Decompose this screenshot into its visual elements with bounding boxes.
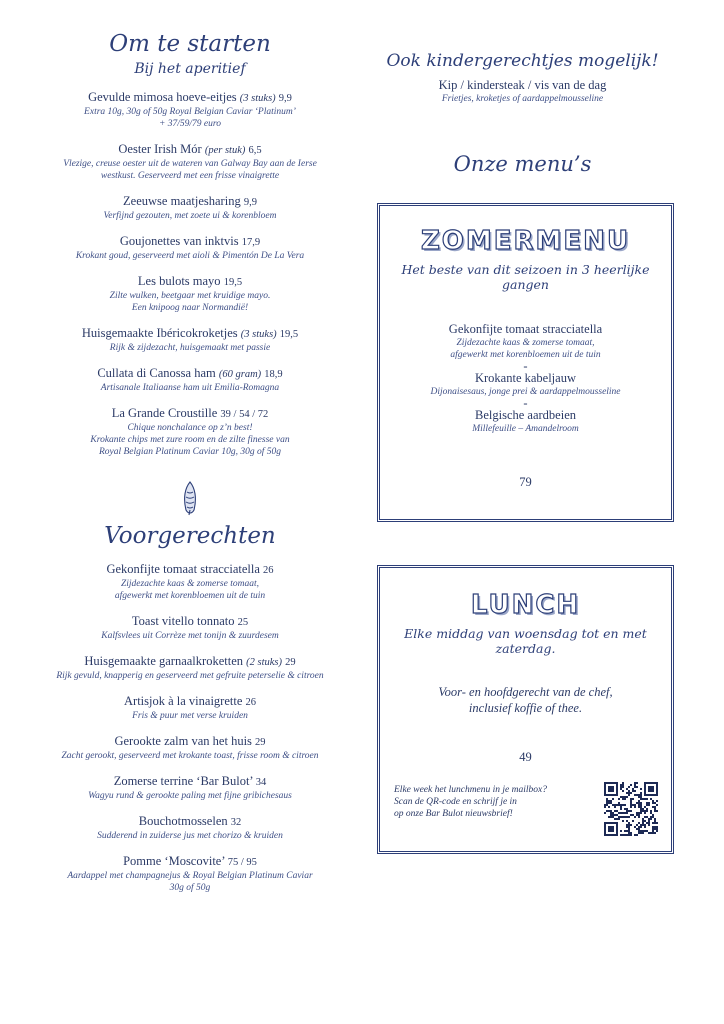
menu-item-desc: Sudderend in zuiderse jus met chorizo & kruiden bbox=[97, 831, 283, 841]
seashell-icon bbox=[178, 480, 202, 516]
menu-item-name: Goujonettes van inktvis bbox=[119, 234, 239, 248]
newsletter-line: Elke week het lunchmenu in je mailbox? bbox=[394, 785, 548, 795]
left-column bbox=[20, 30, 360, 894]
lunch-desc-line: inclusief koffie of thee. bbox=[468, 701, 583, 715]
menu-item bbox=[20, 614, 360, 642]
menu-item bbox=[20, 142, 360, 182]
newsletter-line: Scan de QR-code en schrijf je in bbox=[394, 797, 517, 807]
menu-item bbox=[20, 406, 360, 458]
menu-item-name: Pomme ‘Moscovite’ bbox=[123, 854, 225, 868]
menu-item bbox=[20, 694, 360, 722]
menu-item-name: Huisgemaakte garnaalkroketten bbox=[84, 654, 243, 668]
course-desc: Dijonaisesaus, jonge prei & aardappelmousseline bbox=[430, 387, 621, 397]
menu-item-desc: Zilte wulken, beetgaar met kruidige mayo. bbox=[109, 291, 271, 301]
course-name: Belgische aardbeien bbox=[475, 408, 576, 422]
menu-item-price: 39 / 54 / 72 bbox=[220, 409, 269, 420]
menu-item-name: Bouchotmosselen bbox=[138, 814, 228, 828]
menu-item-name: Gerookte zalm van het huis bbox=[114, 734, 252, 748]
menu-item-title bbox=[20, 562, 360, 578]
lunch-desc-line: Voor- en hoofdgerecht van de chef, bbox=[438, 685, 613, 699]
menu-item-title bbox=[20, 734, 360, 750]
menu-item-desc: Krokante chips met zure room en de zilte finesse van bbox=[90, 435, 290, 445]
menu-item-title bbox=[20, 234, 360, 250]
menu-item-name: Huisgemaakte Ibéricokroketjes bbox=[81, 326, 238, 340]
menu-item-name: Oester Irish Mór bbox=[118, 142, 202, 156]
menu-item-desc: Kalfsvlees uit Corrèze met tonijn & zuurdesem bbox=[101, 631, 279, 641]
menu-item bbox=[20, 814, 360, 842]
menu-item-name: Les bulots mayo bbox=[137, 274, 221, 288]
menu-item-name: Zomerse terrine ‘Bar Bulot’ bbox=[113, 774, 253, 788]
menu-item-desc: afgewerkt met korenbloemen uit de tuin bbox=[114, 591, 266, 601]
menu-item-desc: Verfijnd gezouten, met zoete ui & korenbloem bbox=[103, 211, 277, 221]
lunch-tagline: Elke middag van woensdag tot en met zaterdag. bbox=[404, 626, 647, 656]
summer-courses bbox=[380, 322, 671, 435]
menu-item-desc: Rijk & zijdezacht, huisgemaakt met passie bbox=[109, 343, 271, 353]
menu-item bbox=[20, 366, 360, 394]
course-separator: - bbox=[523, 359, 528, 373]
summer-menu-box bbox=[377, 203, 674, 522]
summer-menu-title: ZOMERMENU bbox=[420, 226, 631, 256]
menu-item-desc: Zacht gerookt, geserveerd met krokante toast, frisse room & citroen bbox=[61, 751, 319, 761]
menu-item-name: La Grande Croustille bbox=[111, 406, 218, 420]
menu-item-desc: Royal Belgian Platinum Caviar 10g, 30g of 50g bbox=[98, 447, 282, 457]
menu-item-title bbox=[20, 654, 360, 670]
menu-item-title bbox=[20, 274, 360, 290]
menu-item-qty: (per stuk) bbox=[204, 145, 246, 156]
menu-item-desc: Wagyu rund & gerookte paling met fijne gribichesaus bbox=[88, 791, 292, 801]
menu-item-desc: Zijdezachte kaas & zomerse tomaat, bbox=[120, 579, 259, 589]
menu-item-title bbox=[20, 406, 360, 422]
menu-item-price: 26 bbox=[245, 697, 256, 708]
menu-item-title bbox=[20, 814, 360, 830]
lunch-newsletter bbox=[394, 784, 547, 820]
appetizers-list bbox=[20, 562, 360, 894]
menu-item-name: Artisjok à la vinaigrette bbox=[124, 694, 243, 708]
menu-item-desc: Fris & puur met verse kruiden bbox=[132, 711, 248, 721]
menu-item-price: 9,9 bbox=[278, 93, 292, 104]
kids-line: Kip / kindersteak / vis van de dag bbox=[438, 78, 607, 92]
menu-item-desc: Artisanale Italiaanse ham uit Emilia-Romagna bbox=[100, 383, 280, 393]
menu-item bbox=[20, 90, 360, 130]
menu-item bbox=[20, 274, 360, 314]
menu-item-price: 32 bbox=[230, 817, 242, 828]
menu-item bbox=[20, 326, 360, 354]
menu-item-qty: (60 gram) bbox=[218, 369, 262, 380]
menu-item-price: 75 / 95 bbox=[227, 857, 257, 868]
menu-item-price: 29 bbox=[255, 737, 266, 748]
menu-item-desc: + 37/59/79 euro bbox=[158, 119, 221, 129]
menu-item-desc: westkust. Geserveerd met een frisse vinaigrette bbox=[100, 171, 280, 181]
menu-item-desc: Krokant goud, geserveerd met aioli & Pimentón De La Vera bbox=[75, 251, 305, 261]
lunch-price: 49 bbox=[519, 750, 532, 764]
course-desc: Zijdezachte kaas & zomerse tomaat, bbox=[456, 338, 595, 348]
qr-code-icon[interactable] bbox=[604, 782, 658, 836]
menu-item-desc: Een knipoog naar Normandië! bbox=[131, 303, 249, 313]
menu-item-title bbox=[20, 774, 360, 790]
menu-item-title bbox=[20, 326, 360, 342]
menu-item-qty: (3 stuks) bbox=[240, 329, 277, 340]
menu-item-title bbox=[20, 194, 360, 210]
menu-item-price: 9,9 bbox=[243, 197, 257, 208]
menu-item-name: Zeeuwse maatjesharing bbox=[123, 194, 241, 208]
kids-title: Ook kindergerechtjes mogelijk! bbox=[386, 51, 659, 71]
menu-item-qty: (3 stuks) bbox=[239, 93, 276, 104]
kids-desc: Frietjes, kroketjes of aardappelmousseline bbox=[441, 94, 604, 104]
menu-item bbox=[20, 562, 360, 602]
menu-item-desc: Aardappel met champagnejus & Royal Belgian Platinum Caviar bbox=[67, 871, 313, 881]
lunch-title: LUNCH bbox=[470, 590, 581, 620]
menu-item-name: Toast vitello tonnato bbox=[131, 614, 235, 628]
newsletter-line: op onze Bar Bulot nieuwsbrief! bbox=[394, 809, 513, 819]
menu-item-name: Gevulde mimosa hoeve-eitjes bbox=[88, 90, 237, 104]
menu-item-desc: Chique nonchalance op z’n best! bbox=[127, 423, 253, 433]
menus-title: Onze menu’s bbox=[453, 152, 592, 176]
lunch-description bbox=[380, 684, 671, 716]
menu-item-price: 19,5 bbox=[279, 329, 299, 340]
course-desc: Millefeuille – Amandelroom bbox=[472, 424, 579, 434]
menu-item-price: 17,9 bbox=[241, 237, 261, 248]
menu-item bbox=[20, 654, 360, 682]
menu-item-price: 18,9 bbox=[264, 369, 283, 380]
menu-item-price: 25 bbox=[237, 617, 249, 628]
menu-item-title bbox=[20, 614, 360, 630]
starters-subtitle: Bij het aperitief bbox=[134, 61, 246, 77]
menu-item-desc: Rijk gevuld, knapperig en geserveerd met gefruite peterselie & citroen bbox=[56, 671, 324, 681]
course-separator: - bbox=[523, 396, 528, 410]
menu-item-price: 26 bbox=[263, 565, 274, 576]
menu-item-name: Cullata di Canossa ham bbox=[97, 366, 216, 380]
lunch-box bbox=[377, 565, 674, 854]
menu-item-title bbox=[20, 366, 360, 382]
course-name: Krokante kabeljauw bbox=[474, 371, 576, 385]
starters-title: Om te starten bbox=[109, 31, 271, 57]
summer-menu-tagline: Het beste van dit seizoen in 3 heerlijke gangen bbox=[401, 262, 650, 292]
appetizers-title: Voorgerechten bbox=[104, 523, 276, 549]
menu-item-price: 34 bbox=[255, 777, 267, 788]
menu-item-title bbox=[20, 854, 360, 870]
summer-menu-price: 79 bbox=[519, 475, 532, 489]
menu-item bbox=[20, 774, 360, 802]
menu-item-name: Gekonfijte tomaat stracciatella bbox=[106, 562, 260, 576]
menu-item-price: 19,5 bbox=[223, 277, 243, 288]
course-name: Gekonfijte tomaat stracciatella bbox=[448, 322, 603, 336]
right-column bbox=[375, 50, 670, 177]
menu-item bbox=[20, 734, 360, 762]
menu-item-title bbox=[20, 142, 360, 158]
menu-item-qty: (2 stuks) bbox=[246, 657, 282, 668]
menu-item-desc: Vlezige, creuse oester uit de wateren van Galway Bay aan de Ierse bbox=[63, 159, 317, 169]
menu-item-title bbox=[20, 90, 360, 106]
menu-item bbox=[20, 194, 360, 222]
menu-item bbox=[20, 234, 360, 262]
starters-list bbox=[20, 90, 360, 458]
course-desc: afgewerkt met korenbloemen uit de tuin bbox=[450, 350, 601, 360]
menu-item-price: 29 bbox=[285, 657, 296, 668]
menu-item-desc: 30g of 50g bbox=[169, 883, 211, 893]
menu-item-price: 6,5 bbox=[248, 145, 262, 156]
menu-item-desc: Extra 10g, 30g of 50g Royal Belgian Caviar ‘Platinum’ bbox=[84, 107, 296, 117]
menu-item-title bbox=[20, 694, 360, 710]
menu-item bbox=[20, 854, 360, 894]
